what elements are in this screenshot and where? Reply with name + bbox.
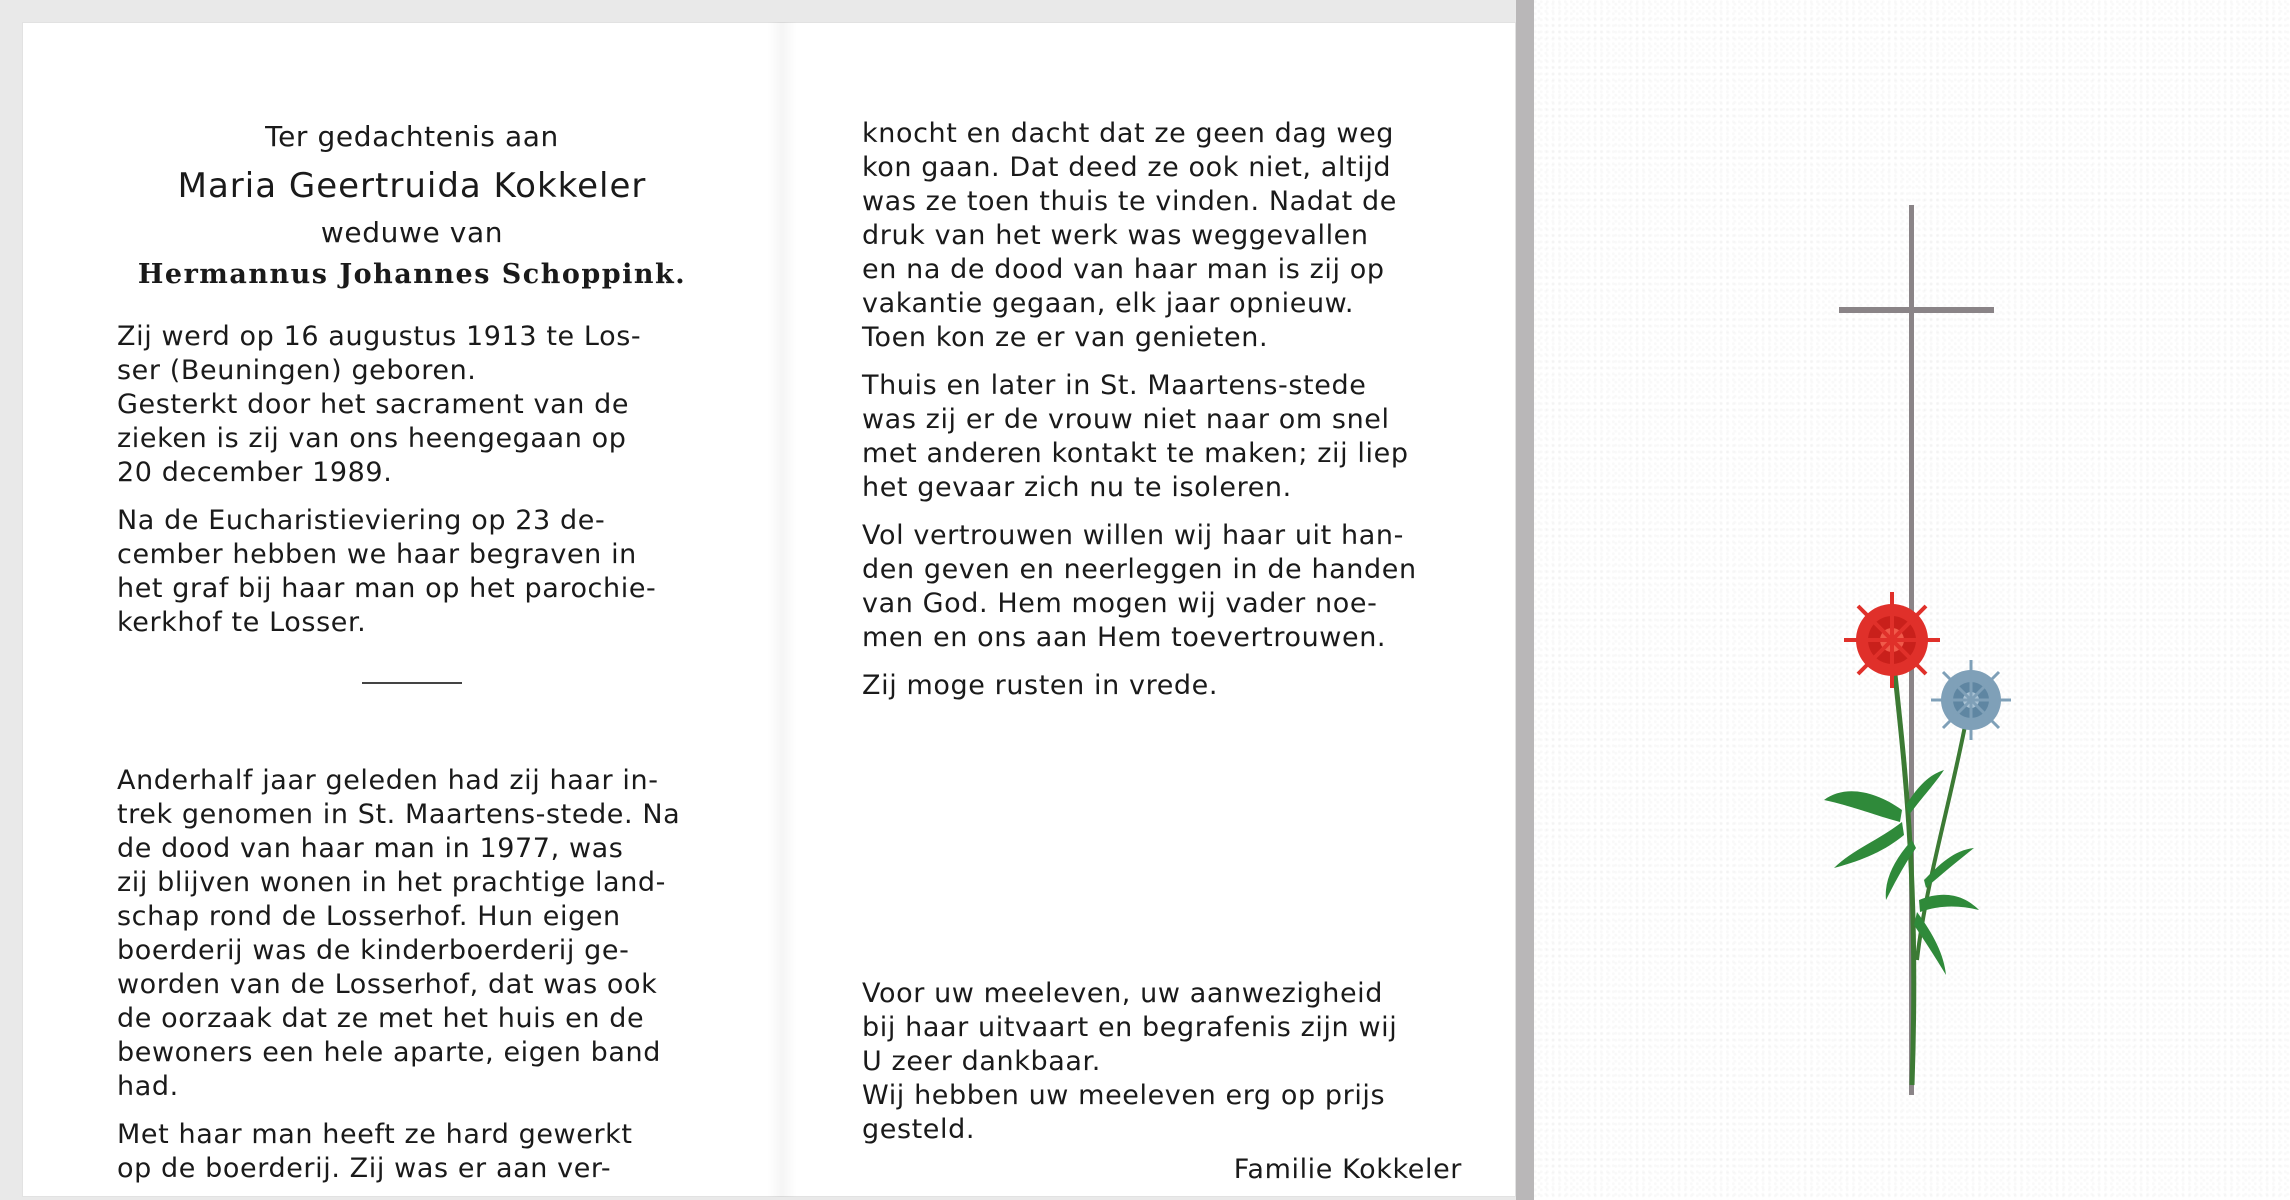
husband-name: Hermannus Johannes Schoppink. — [137, 259, 687, 290]
page-divider — [1516, 0, 1534, 1200]
continuation-paragraph: knocht en dacht dat ze geen dag weg kon gaan. Dat deed ze ook niet, altijd was ze toen thuis te vinden. Nadat de druk van het werk was weggevallen en na de dood van haar man is zij op vakantie gegaan, elk jaar opnieuw. Toen kon ze er van genieten. — [862, 118, 1397, 353]
red-flower — [1844, 592, 1940, 688]
thanks-paragraph: Voor uw meeleven, uw aanwezigheid bij haar uitvaart en begrafenis zijn wij U zeer dankbaar. Wij hebben uw meeleven erg op prijs gesteld. — [862, 978, 1398, 1145]
memorial-heading: Ter gedachtenis aan — [265, 120, 559, 153]
life-paragraph: Anderhalf jaar geleden had zij haar in- trek genomen in St. Maartens-stede. Na de dood van haar man in 1977, was zij blijven wonen in het prachtige land- schap rond de Losserhof. Hun eigen boerderij was de kinderboerderij ge- worden van de Losserhof, dat was ook de oorzaak dat ze met het huis en de bewoners een hele aparte, eigen band had. — [117, 765, 681, 1102]
home-paragraph: Thuis en later in St. Maartens-stede was zij er de vrouw niet naar om snel met anderen kontakt te maken; zij liep het gevaar zich nu te isoleren. — [862, 370, 1409, 503]
trust-paragraph: Vol vertrouwen willen wij haar uit han- den geven en neerleggen in de handen van God. Hem mogen wij vader noe- men en ons aan Hem toevertrouwen. — [862, 520, 1417, 653]
widow-label: weduwe van — [320, 216, 504, 249]
birth-paragraph: Zij werd op 16 augustus 1913 te Los- ser (Beuningen) geboren. Gesterkt door het sacrament van de zieken is zij van ons heengegaan op 20 december 1989. — [117, 321, 642, 488]
funeral-paragraph: Na de Eucharistieviering op 23 de- cember hebben we haar begraven in het graf bij haar man op het parochie- kerkhof te Losser. — [117, 505, 657, 638]
right-spacer — [862, 717, 1462, 977]
leaves — [1824, 770, 1979, 975]
cross-flower-illustration — [1534, 0, 2290, 1200]
cross-horizontal — [1839, 307, 1994, 313]
card-fold — [767, 22, 797, 1197]
memorial-card — [22, 22, 1516, 1197]
illustration-panel — [1534, 0, 2290, 1200]
right-column — [862, 117, 1462, 1187]
family-signature: Familie Kokkeler — [1233, 1154, 1462, 1185]
left-column — [117, 120, 707, 1200]
deceased-name: Maria Geertruida Kokkeler — [177, 166, 647, 206]
left-spacer — [117, 684, 707, 764]
flower-stem — [1917, 705, 1969, 960]
rest-paragraph: Zij moge rusten in vrede. — [862, 670, 1219, 701]
blue-flower — [1931, 660, 2011, 740]
work-paragraph: Met haar man heeft ze hard gewerkt op de boerderij. Zij was er aan ver- — [117, 1119, 633, 1184]
